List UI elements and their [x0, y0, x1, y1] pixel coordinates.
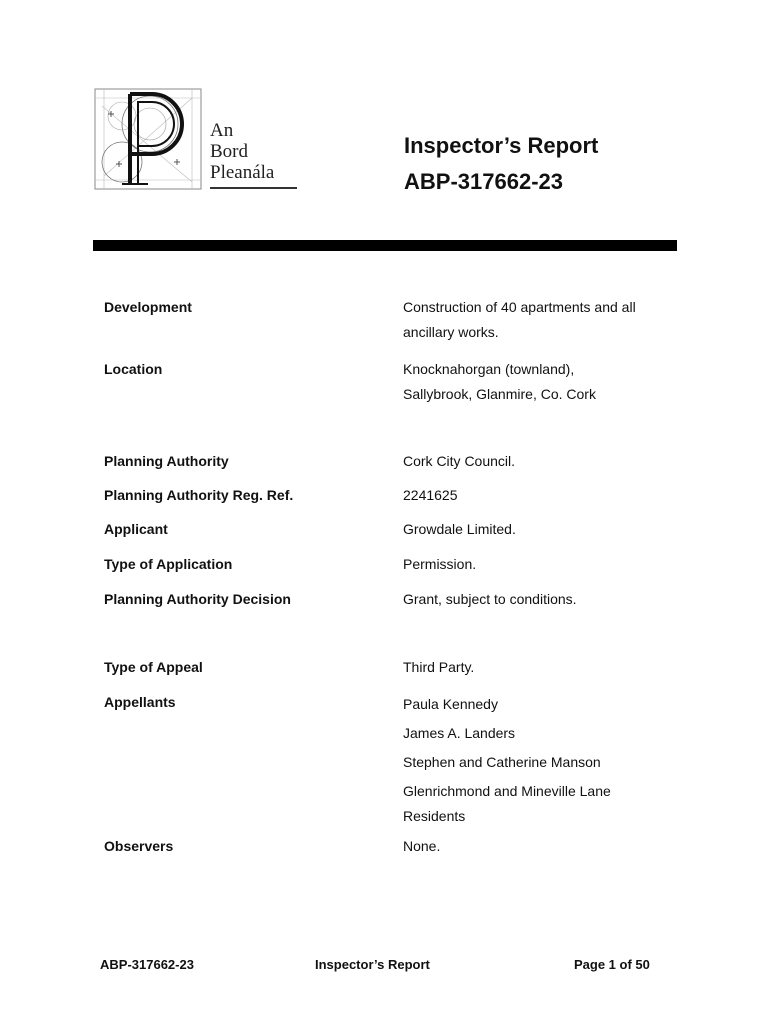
field-value-applicant [403, 517, 683, 542]
logo-line-2: Bord [210, 141, 248, 162]
field-label-location: Location [104, 361, 163, 377]
value-line: Sallybrook, Glanmire, Co. Cork [403, 386, 596, 402]
field-value-observers [403, 834, 683, 859]
appellant-line: James A. Landers [403, 725, 516, 741]
field-label-type-of-appeal: Type of Appeal [104, 659, 203, 675]
field-label-applicant: Applicant [104, 521, 168, 537]
logo-line-1: An [210, 120, 234, 141]
logo-underline [210, 187, 297, 189]
appellant-line: Paula Kennedy [403, 696, 498, 712]
field-label-reg-ref: Planning Authority Reg. Ref. [104, 487, 294, 503]
value-line: None. [403, 838, 441, 854]
report-title: Inspector’s Report [404, 133, 599, 158]
logo-line-3: Pleanála [210, 162, 275, 183]
field-value-planning-authority [403, 449, 683, 474]
value-line: Construction of 40 apartments and all [403, 299, 636, 315]
value-line: Permission. [403, 556, 477, 572]
value-line: Grant, subject to conditions. [403, 591, 577, 607]
header-rule [93, 240, 677, 251]
footer-reference: ABP-317662-23 [100, 957, 194, 972]
field-label-appellants: Appellants [104, 694, 176, 710]
field-value-authority-decision [403, 587, 683, 612]
field-value-type-of-appeal [403, 655, 683, 680]
appellant-line: Stephen and Catherine Manson [403, 754, 601, 770]
report-reference: ABP-317662-23 [404, 169, 563, 194]
an-bord-pleanala-p-logo-icon [92, 86, 204, 192]
value-line: 2241625 [403, 487, 458, 503]
field-value-type-of-application [403, 552, 683, 577]
footer-page-number: Page 1 of 50 [574, 957, 650, 972]
appellant-line: Glenrichmond and Mineville Lane [403, 783, 611, 799]
field-label-observers: Observers [104, 838, 174, 854]
field-value-appellants [403, 690, 683, 827]
field-value-location [403, 357, 683, 407]
value-line: Third Party. [403, 659, 475, 675]
footer-title: Inspector’s Report [315, 957, 430, 972]
field-value-development [403, 295, 683, 345]
logo-wordmark [210, 120, 274, 183]
logo [92, 86, 302, 194]
field-label-authority-decision: Planning Authority Decision [104, 591, 291, 607]
field-label-planning-authority: Planning Authority [104, 453, 229, 469]
field-value-reg-ref [403, 483, 683, 508]
field-label-type-of-application: Type of Application [104, 556, 233, 572]
value-line: Cork City Council. [403, 453, 516, 469]
appellant-line: Residents [403, 808, 466, 824]
title-block [404, 128, 598, 200]
value-line: ancillary works. [403, 324, 499, 340]
field-label-development: Development [104, 299, 192, 315]
value-line: Growdale Limited. [403, 521, 516, 537]
value-line: Knocknahorgan (townland), [403, 361, 575, 377]
